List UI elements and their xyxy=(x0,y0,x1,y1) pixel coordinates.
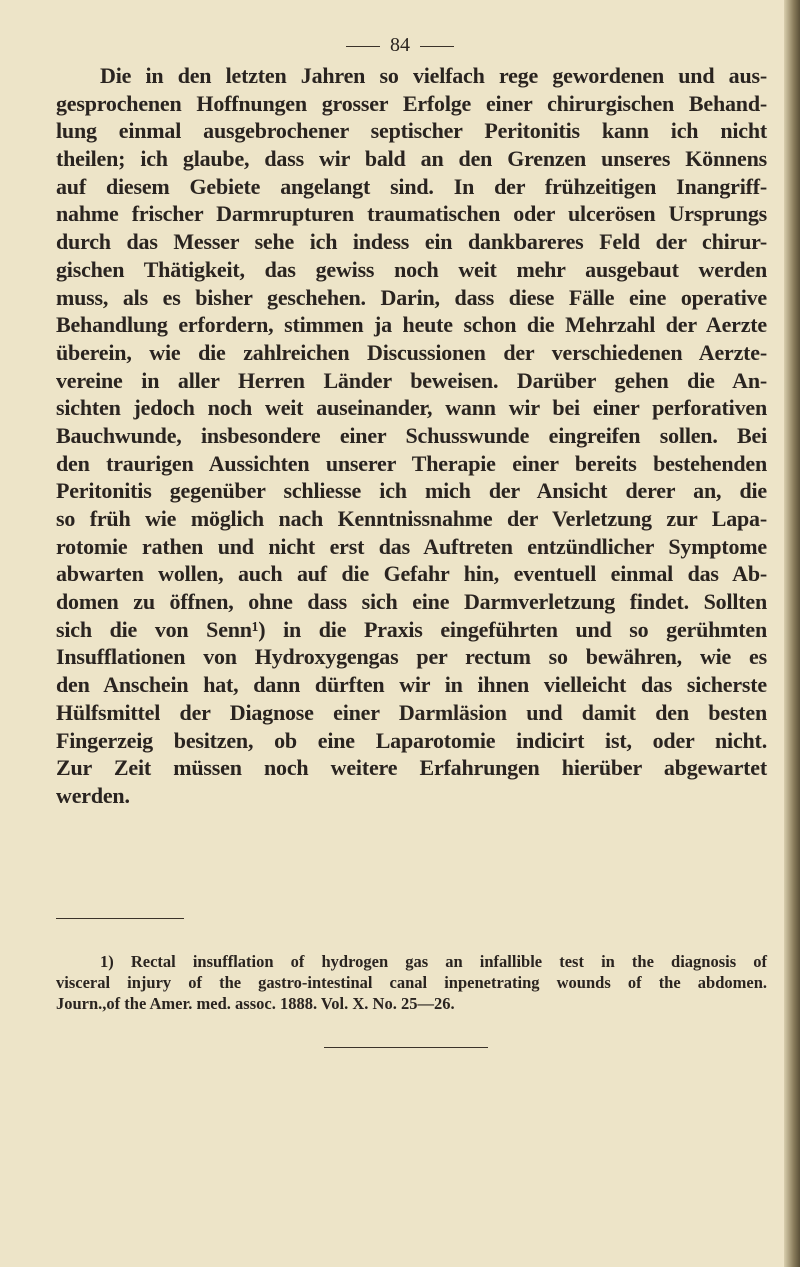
dash-right xyxy=(420,46,454,47)
text-line: gesprochenen Hoffnungen grosser Erfolge einer chirurgischen Behand- xyxy=(56,90,767,116)
page-number xyxy=(0,34,800,57)
text-line: Bauchwunde, insbesondere einer Schusswunde eingreifen sollen. Bei xyxy=(56,422,767,448)
footnote-line: visceral injury of the gastro-intestinal canal inpenetrating wounds of the abdomen. xyxy=(56,973,767,992)
text-line: durch das Messer sehe ich indess ein dankbareres Feld der chirur- xyxy=(56,229,767,255)
text-line: sich die von Senn¹) in die Praxis eingeführten und so gerühmten xyxy=(56,616,767,642)
text-line: so früh wie möglich nach Kenntnissnahme der Verletzung zur Lapa- xyxy=(56,506,767,531)
text-line: Behandlung erfordern, stimmen ja heute schon die Mehrzahl der Aerzte xyxy=(56,312,767,338)
text-line: auf diesem Gebiete angelangt sind. In der frühzeitigen Inangriff- xyxy=(56,173,767,199)
page-number-text: 84 xyxy=(390,34,410,56)
text-line: werden. xyxy=(56,782,130,808)
text-line: gischen Thätigkeit, das gewiss noch weit mehr ausgebaut werden xyxy=(56,256,767,282)
footnote-line: Journ.,of the Amer. med. assoc. 1888. Vol. X. No. 25—26. xyxy=(56,994,455,1013)
text-line: den Anschein hat, dann dürften wir in ihnen vielleicht das sicherste xyxy=(56,672,767,698)
text-line: den traurigen Aussichten unserer Therapie einer bereits bestehenden xyxy=(56,450,767,476)
text-line: Fingerzeig besitzen, ob eine Laparotomie indicirt ist, oder nicht. xyxy=(56,727,767,753)
text-line: überein, wie die zahlreichen Discussionen der verschiedenen Aerzte- xyxy=(56,339,767,365)
text-line: Die in den letzten Jahren so vielfach rege gewordenen und aus- xyxy=(100,63,767,88)
text-line: muss, als es bisher geschehen. Darin, dass diese Fälle eine operative xyxy=(56,284,767,310)
text-line: abwarten wollen, auch auf die Gefahr hin, eventuell einmal das Ab- xyxy=(56,561,767,587)
footnote-line: 1) Rectal insufflation of hydrogen gas an infallible test in the diagnosis of xyxy=(100,952,767,971)
dash-left xyxy=(346,46,380,47)
text-line: theilen; ich glaube, dass wir bald an den Grenzen unseres Könnens xyxy=(56,146,767,172)
text-line: lung einmal ausgebrochener septischer Peritonitis kann ich nicht xyxy=(56,118,767,144)
text-line: nahme frischer Darmrupturen traumatischen oder ulcerösen Ursprungs xyxy=(56,201,767,227)
text-line: Hülfsmittel der Diagnose einer Darmläsion und damit den besten xyxy=(56,699,767,725)
text-line: vereine in aller Herren Länder beweisen. Darüber gehen die An- xyxy=(56,367,767,393)
end-rule xyxy=(324,1047,488,1048)
text-line: rotomie rathen und nicht erst das Auftreten entzündlicher Symptome xyxy=(56,533,767,559)
book-spine-edge xyxy=(784,0,800,1267)
text-line: domen zu öffnen, ohne dass sich eine Darmverletzung findet. Sollten xyxy=(56,589,767,615)
main-text xyxy=(56,62,767,810)
footnote xyxy=(56,951,767,1014)
text-line: Zur Zeit müssen noch weitere Erfahrungen hierüber abgewartet xyxy=(56,755,767,781)
footnote-divider xyxy=(56,918,184,919)
text-line: sichten jedoch noch weit auseinander, wann wir bei einer perforativen xyxy=(56,395,767,421)
text-line: Insufflationen von Hydroxygengas per rectum so bewähren, wie es xyxy=(56,644,767,670)
text-line: Peritonitis gegenüber schliesse ich mich der Ansicht derer an, die xyxy=(56,478,767,504)
